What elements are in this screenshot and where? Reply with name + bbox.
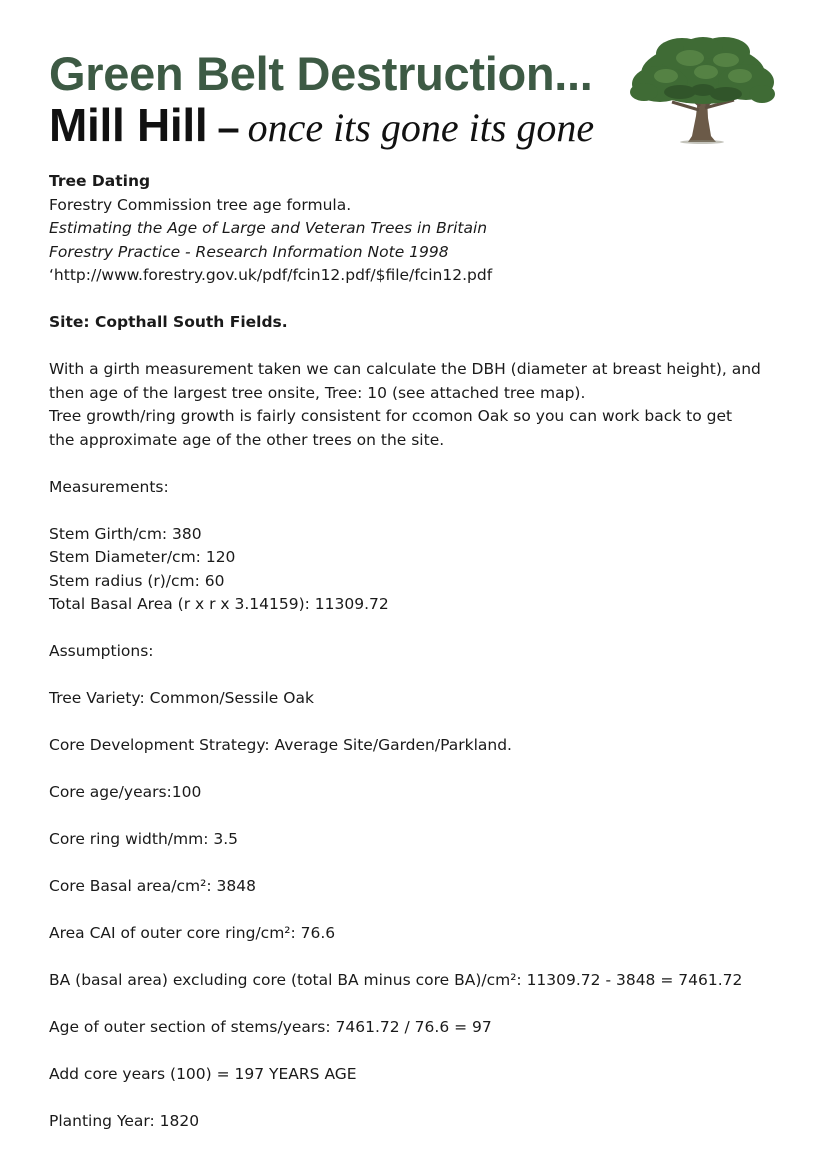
intro-line-3: Tree growth/ring growth is fairly consistent for ccomon Oak so you can work back to get (49, 407, 733, 425)
page-subtitle (49, 100, 594, 161)
tagline: once its gone its gone (247, 105, 595, 150)
core-basal-area: Core Basal area/cm²: 3848 (49, 877, 256, 895)
core-development-strategy: Core Development Strategy: Average Site/Garden/Parkland. (49, 736, 512, 754)
planting-year: Planting Year: 1820 (49, 1112, 200, 1130)
tree-variety: Tree Variety: Common/Sessile Oak (49, 689, 314, 707)
intro-line-2: then age of the largest tree onsite, Tree: 10 (see attached tree map). (49, 383, 586, 402)
place-name: Mill Hill (49, 99, 208, 151)
title-dash: – (217, 106, 240, 150)
add-core-years: Add core years (100) = 197 YEARS AGE (49, 1065, 357, 1083)
area-cai: Area CAI of outer core ring/cm²: 76.6 (49, 924, 336, 942)
core-ring-width: Core ring width/mm: 3.5 (49, 830, 239, 848)
assumptions-heading: Assumptions: (49, 642, 154, 660)
tree-dating-heading: Tree Dating (49, 172, 151, 190)
stem-girth: Stem Girth/cm: 380 (49, 524, 202, 543)
stem-diameter: Stem Diameter/cm: 120 (49, 548, 236, 566)
site-heading: Site: Copthall South Fields. (49, 313, 288, 331)
total-basal-area: Total Basal Area (r x r x 3.14159): 11309.72 (49, 595, 389, 613)
page-title: Green Belt Destruction... (49, 47, 593, 100)
intro-line-1: With a girth measurement taken we can calculate the DBH (diameter at breast height), and (49, 360, 761, 378)
formula-text: Forestry Commission tree age formula. (49, 195, 352, 214)
reference-title: Estimating the Age of Large and Veteran Trees in Britain (49, 219, 488, 237)
ba-excluding-core: BA (basal area) excluding core (total BA minus core BA)/cm²: 11309.72 - 3848 = 7461.72 (49, 971, 743, 989)
document-body (49, 170, 789, 1134)
reference-url: ‘http://www.forestry.gov.uk/pdf/fcin12.pdf/$file/fcin12.pdf (49, 266, 493, 284)
intro-line-4: the approximate age of the other trees on the site. (49, 430, 445, 449)
reference-series: Forestry Practice - Research Information Note 1998 (49, 242, 449, 261)
measurements-heading: Measurements: (49, 477, 169, 496)
stem-radius: Stem radius (r)/cm: 60 (49, 571, 225, 590)
outer-section-age: Age of outer section of stems/years: 7461.72 / 76.6 = 97 (49, 1018, 492, 1036)
oak-tree-icon (630, 36, 776, 144)
core-age: Core age/years:100 (49, 783, 202, 801)
